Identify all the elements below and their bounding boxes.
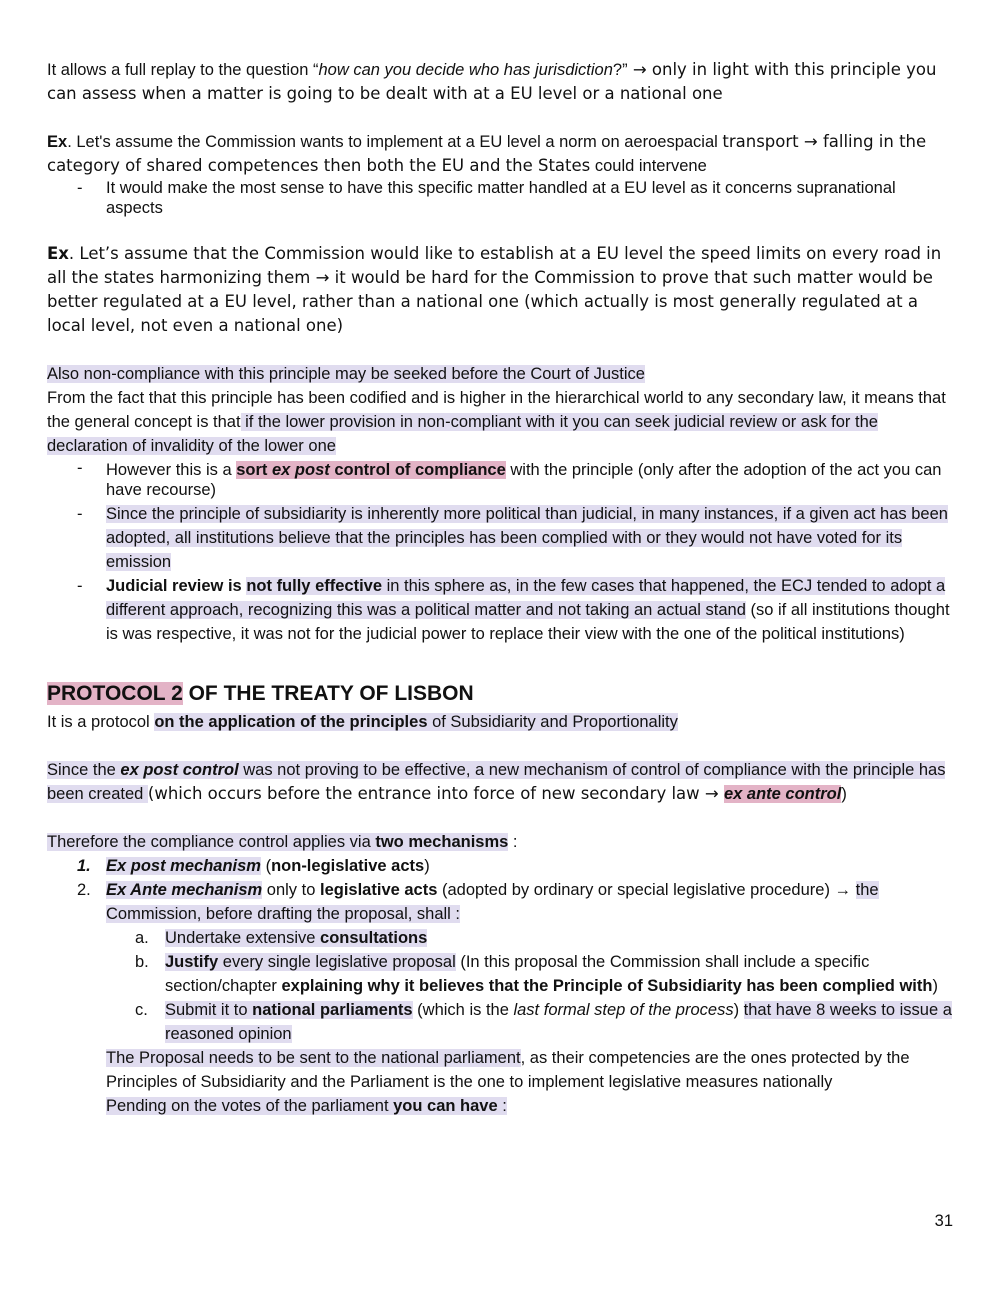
- noncompliance-heading-line: [47, 362, 955, 386]
- body-text: From the fact that this principle has been codified and is higher in the hierarchical world to any secondary law, it means that the general concept is that: [47, 389, 946, 431]
- page-number: 31: [934, 1212, 953, 1230]
- body-text: ): [733, 1001, 744, 1019]
- body-text: ): [932, 977, 938, 995]
- example-2-paragraph: [47, 242, 955, 338]
- highlighted-bold-italic: Ex Ante mechanism: [106, 881, 263, 899]
- bold-italic-text: ex post control: [120, 761, 239, 779]
- body-text: , as their competencies are the ones protected by the Principles of Subsidiarity and the Parliament is the one to implement legislative measures nationally: [106, 1049, 910, 1091]
- italic-text: last formal step of the process: [513, 1001, 734, 1019]
- intro-text: ?”: [612, 61, 628, 79]
- body-text: :: [508, 833, 518, 851]
- sub-list: [106, 926, 955, 1046]
- example-text: could intervene: [590, 157, 707, 175]
- proposal-paragraph: [47, 1046, 955, 1094]
- list-item: [47, 878, 955, 1046]
- example-label: Ex: [47, 244, 69, 263]
- highlighted-bold-text: not fully effective: [246, 577, 383, 595]
- example-text: transport → falling in the category of shared competences then both the EU and the States: [47, 132, 927, 175]
- bold-italic-text: ex post: [271, 461, 330, 479]
- section-heading: [47, 672, 955, 710]
- list-item: [106, 950, 955, 998]
- bold-text: two mechanisms: [375, 833, 509, 851]
- bullet-text: with the principle (only after the adoption of the act you can have recourse): [106, 461, 942, 499]
- body-text: (adopted by ordinary or special legislative procedure) →: [437, 881, 856, 899]
- body-text: (In this proposal the Commission shall include a specific section/chapter: [165, 953, 870, 995]
- pink-highlight: [236, 461, 506, 479]
- example-1-paragraph: [47, 130, 955, 178]
- highlighted-text: that have 8 weeks to issue a reasoned opinion: [165, 1001, 952, 1043]
- list-item: - However this is a sort ex post control of compliance with the principle (only after the adoption of the act you can have recourse): [77, 459, 942, 499]
- list-letter: b.: [135, 953, 149, 971]
- noncompliance-paragraph: [47, 386, 955, 458]
- example-text: . Let's assume the Commission wants to implement at a EU level a norm on aeroespacial: [67, 133, 723, 151]
- body-text: (: [260, 857, 272, 875]
- highlighted-span: [165, 929, 427, 947]
- heading-text: OF THE TREATY OF LISBON: [182, 682, 474, 705]
- bold-text: national parliaments: [252, 1001, 413, 1019]
- highlighted-text: in this sphere as, in the few cases that happened, the ECJ tended to adopt a different approach, recognizing this was a political matter and not taking an actual stand: [106, 577, 946, 619]
- highlighted-span: [106, 1097, 507, 1115]
- intro-text: It allows a full replay to the question “: [47, 61, 319, 79]
- highlighted-text: The Proposal needs to be sent to the national parliament: [106, 1049, 521, 1067]
- bold-text: Judicial review is: [106, 577, 247, 595]
- highlighted-span: [165, 1001, 413, 1019]
- highlighted-span: [154, 713, 678, 731]
- bold-text: Justify: [165, 953, 219, 971]
- bold-text: explaining why it believes that the Principle of Subsidiarity has been complied with: [281, 977, 933, 995]
- bold-text: non-legislative acts: [271, 857, 425, 875]
- list-number: 2.: [77, 881, 91, 899]
- noncompliance-bullets: [47, 458, 955, 646]
- highlighted-text: the Commission, before drafting the proposal, shall :: [106, 881, 879, 923]
- intro-text: → only in light with this principle you can assess when a matter is going to be dealt with at a EU level or a national one: [47, 60, 937, 103]
- body-text: Since the: [47, 761, 121, 779]
- body-text: (which occurs before the entrance into force of new secondary law →: [147, 784, 724, 803]
- bullet-text: (so if all institutions thought is was respective, it was not for the judicial power to replace their view with the one of the political institutions): [106, 601, 950, 643]
- body-text: Undertake extensive: [165, 929, 321, 947]
- list-item: - Judicial review is not fully effective in this sphere as, in the few cases that happened, the ECJ tended to adopt a different approach, recognizing this was a political matter and not taking an actual stand (so if all institutions thought is was respective, it was not for the judicial power to replace their view with the one of the political institutions): [77, 577, 950, 643]
- example-text: . Let’s assume that the Commission would like to establish at a EU level the speed limits on every road in all the states harmonizing them → it would be hard for the Commission to prove that such matter would be better regulated at a EU level, rather than a national one (which actually is most generally regulated at a local level, not even a national one): [47, 244, 942, 335]
- highlighted-text: if the lower provision in non-compliant with it you can seek judicial review or ask for the declaration of invalidity of the lower one: [47, 413, 878, 455]
- body-text: ): [424, 857, 430, 875]
- intro-paragraph: [47, 58, 955, 106]
- highlighted-text: Also non-compliance with this principle may be seeked before the Court of Justice: [47, 365, 645, 383]
- pending-paragraph: [47, 1094, 955, 1118]
- list-item: [47, 854, 955, 878]
- bold-text: consultations: [320, 929, 428, 947]
- body-text: of Subsidiarity and Proportionality: [427, 713, 678, 731]
- body-text: ): [841, 785, 847, 803]
- example-label: Ex: [47, 133, 68, 151]
- highlighted-span: [47, 833, 508, 851]
- bold-text: sort: [236, 461, 272, 479]
- intro-question: how can you decide who has jurisdiction: [318, 61, 613, 79]
- bullet-text: It would make the most sense to have this specific matter handled at a EU level as it concerns supranational aspects: [106, 179, 896, 217]
- body-text: (which is the: [412, 1001, 514, 1019]
- list-letter: c.: [135, 1001, 148, 1019]
- bold-text: you can have: [393, 1097, 498, 1115]
- document-page: [47, 58, 955, 1118]
- pink-highlight: ex ante control: [723, 785, 842, 803]
- protocol-paragraph: [47, 710, 955, 734]
- list-item: [106, 926, 955, 950]
- ex-ante-paragraph: [47, 758, 955, 806]
- body-text: :: [497, 1097, 507, 1115]
- highlighted-span: [165, 953, 456, 971]
- example-1-bullets: [47, 178, 955, 218]
- bullet-text: However this is a: [106, 461, 237, 479]
- bold-text: on the application of the principles: [154, 713, 428, 731]
- bold-text: control of compliance: [329, 461, 506, 479]
- list-letter: a.: [135, 929, 149, 947]
- body-text: every single legislative proposal: [218, 953, 456, 971]
- heading-highlight: PROTOCOL 2: [47, 682, 183, 705]
- body-text: Therefore the compliance control applies via: [47, 833, 376, 851]
- bold-text: legislative acts: [320, 881, 438, 899]
- mechanisms-list: [47, 854, 955, 1046]
- body-text: only to: [262, 881, 320, 899]
- body-text: Pending on the votes of the parliament: [106, 1097, 394, 1115]
- list-number: 1.: [77, 857, 91, 875]
- body-text: It is a protocol: [47, 713, 155, 731]
- list-item: [106, 998, 955, 1046]
- mechanisms-intro: [47, 830, 955, 854]
- highlighted-bold-italic: Ex post mechanism: [106, 857, 261, 875]
- list-item: - It would make the most sense to have this specific matter handled at a EU level as it concerns supranational aspects: [77, 179, 896, 217]
- list-item: - Since the principle of subsidiarity is inherently more political than judicial, in many instances, if a given act has been adopted, all institutions believe that the principles has been complied with or they would not have voted for its emission: [77, 505, 948, 571]
- body-text: Submit it to: [165, 1001, 253, 1019]
- highlighted-text: Since the principle of subsidiarity is inherently more political than judicial, in many instances, if a given act has been adopted, all institutions believe that the principles has been complied with or they would not have voted for its emission: [106, 505, 948, 571]
- body-text: was not proving to be effective, a new mechanism of control of compliance with the principle has been created: [47, 761, 946, 803]
